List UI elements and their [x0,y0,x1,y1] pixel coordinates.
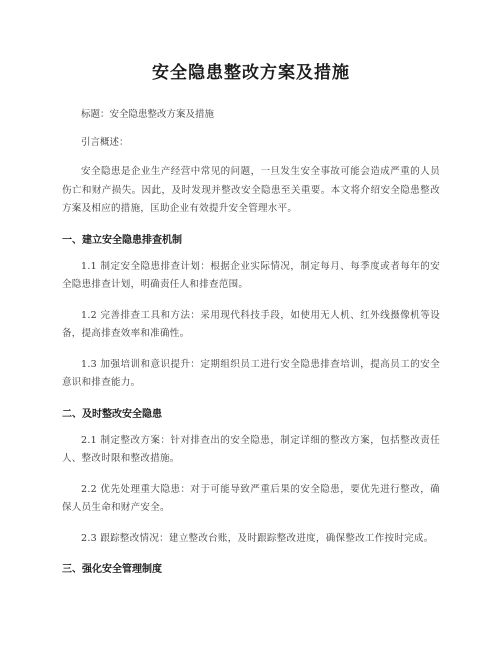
section-2-item-2: 2.2 优先处理重大隐患：对于可能导致严重后果的安全隐患，要优先进行整改，确保人员生命和财产安全。 [62,483,440,513]
section-2-item-3: 2.3 跟踪整改情况：建立整改台账，及时跟踪整改进度，确保整改工作按时完成。 [81,532,434,544]
document-label: 标题：安全隐患整改方案及措施 [81,109,215,120]
section-1-item-1: 1.1 制定安全隐患排查计划：根据企业实际情况，制定每月、每季度或者每年的安全隐患排查计划，明确责任人和排查范围。 [62,260,440,290]
section-heading-3: 三、强化安全管理制度 [62,564,162,575]
section-heading-1: 一、建立安全隐患排查机制 [62,234,182,246]
intro-paragraph: 安全隐患是企业生产经营中常见的问题，一旦发生安全事故可能会造成严重的人员伤亡和财产损失。因此，及时发现并整改安全隐患至关重要。本文将介绍安全隐患整改方案及相应的措施，匡助企业有效提升安全管理水平。 [62,166,440,214]
document-title: 安全隐患整改方案及措施 [152,63,350,83]
section-1-item-2: 1.2 完善排查工具和方法：采用现代科技手段，如使用无人机、红外线摄像机等设备，提高排查效率和准确性。 [62,309,440,339]
section-heading-2: 二、及时整改安全隐患 [62,408,162,420]
section-1-item-3: 1.3 加强培训和意识提升：定期组织员工进行安全隐患排查培训，提高员工的安全意识和排查能力。 [62,358,440,388]
section-2-item-1: 2.1 制定整改方案：针对排查出的安全隐患，制定详细的整改方案，包括整改责任人、整改时限和整改措施。 [62,434,440,464]
intro-label: 引言概述： [81,137,129,148]
